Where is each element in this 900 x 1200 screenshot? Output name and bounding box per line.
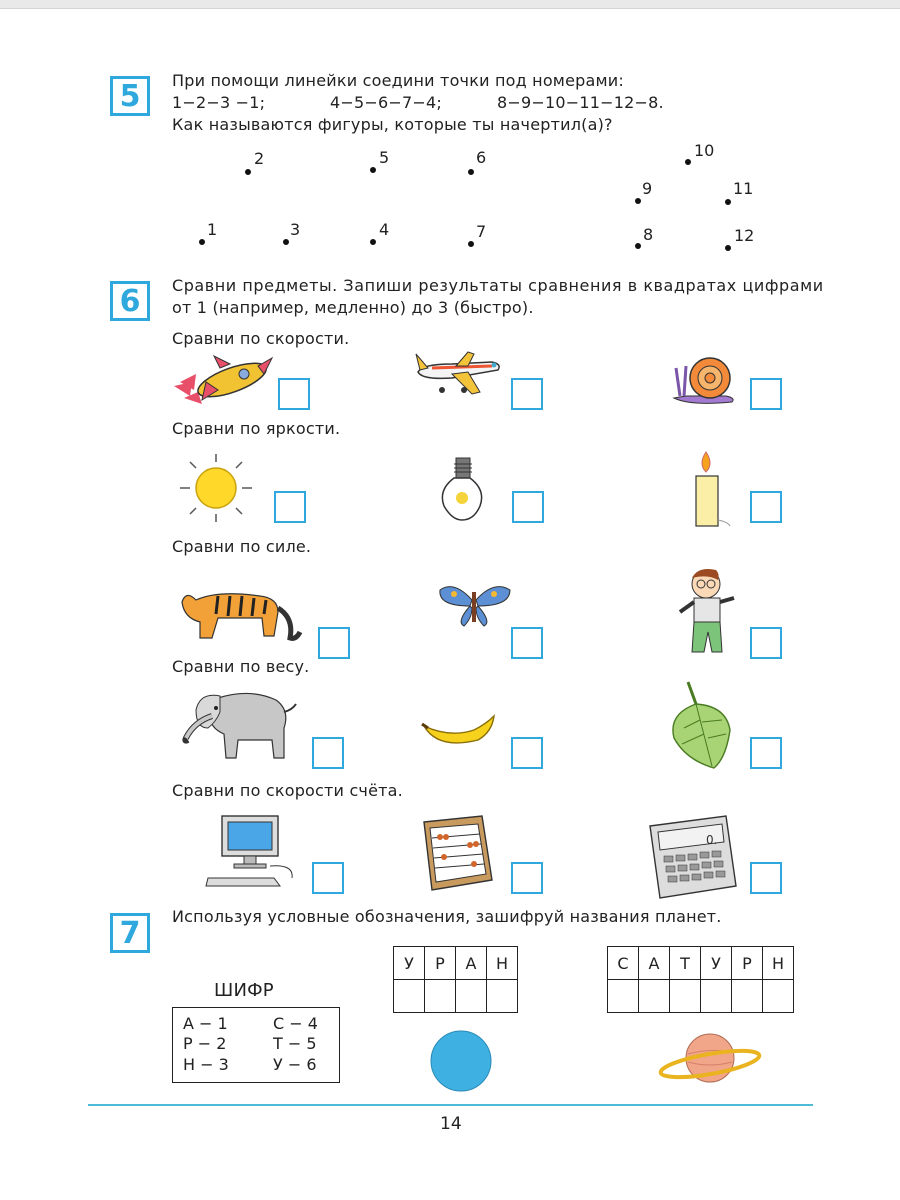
- cipher-s: С − 4: [273, 1014, 318, 1033]
- dot-label-3: 3: [290, 220, 301, 239]
- dot-3[interactable]: [283, 239, 289, 245]
- task-5-sequence-1: 1−2−3 −1;: [172, 93, 266, 112]
- row-counting-speed-label: Сравни по скорости счёта.: [172, 781, 403, 800]
- saturn-code-cell[interactable]: [670, 980, 701, 1013]
- computer-icon: [204, 812, 298, 888]
- rocket-icon: [172, 352, 274, 408]
- cipher-n: Н − 3: [183, 1055, 229, 1074]
- saturn-planet-icon: [658, 1028, 762, 1090]
- butterfly-icon: [434, 578, 514, 628]
- answer-box-rocket[interactable]: [278, 378, 310, 410]
- task-5-number: 5: [110, 76, 150, 116]
- calculator-icon: [646, 814, 738, 900]
- saturn-code-cell[interactable]: [732, 980, 763, 1013]
- saturn-code-cell[interactable]: [763, 980, 794, 1013]
- answer-box-snail[interactable]: [750, 378, 782, 410]
- uranus-grid: [393, 946, 518, 1013]
- dot-1[interactable]: [199, 239, 205, 245]
- uranus-planet-icon: [426, 1030, 496, 1092]
- dot-label-7: 7: [476, 222, 487, 241]
- leaf-icon: [666, 680, 736, 770]
- row-speed-label: Сравни по скорости.: [172, 329, 350, 348]
- task-7-instruction: Используя условные обозначения, зашифруй названия планет.: [172, 907, 722, 926]
- page-number: 14: [440, 1114, 462, 1134]
- dot-9[interactable]: [635, 198, 641, 204]
- saturn-letter: А: [639, 947, 670, 980]
- cipher-u: У − 6: [273, 1055, 317, 1074]
- uranus-letter: У: [394, 947, 425, 980]
- uranus-code-cell[interactable]: [394, 980, 425, 1013]
- task-5-sequence-2: 4−5−6−7−4;: [330, 93, 442, 112]
- tiger-icon: [178, 578, 304, 642]
- cipher-title: ШИФР: [214, 980, 274, 1001]
- uranus-letter: Р: [425, 947, 456, 980]
- dot-label-11: 11: [733, 179, 754, 198]
- saturn-letter: Н: [763, 947, 794, 980]
- answer-box-banana[interactable]: [511, 737, 543, 769]
- answer-box-elephant[interactable]: [312, 737, 344, 769]
- uranus-code-cell[interactable]: [456, 980, 487, 1013]
- cipher-a: А − 1: [183, 1014, 228, 1033]
- task-6-number: 6: [110, 281, 150, 321]
- saturn-letter: Р: [732, 947, 763, 980]
- uranus-letter: А: [456, 947, 487, 980]
- elephant-icon: [180, 682, 302, 764]
- answer-box-light-bulb[interactable]: [512, 491, 544, 523]
- answer-box-calculator[interactable]: [750, 862, 782, 894]
- cipher-table: [172, 1007, 340, 1083]
- answer-box-boy[interactable]: [750, 627, 782, 659]
- dot-6[interactable]: [468, 169, 474, 175]
- dot-12[interactable]: [725, 245, 731, 251]
- dot-label-10: 10: [694, 141, 715, 160]
- dot-10[interactable]: [685, 159, 691, 165]
- uranus-letter: Н: [487, 947, 518, 980]
- answer-box-candle[interactable]: [750, 491, 782, 523]
- snail-icon: [670, 352, 740, 410]
- banana-icon: [420, 710, 496, 754]
- dot-7[interactable]: [468, 241, 474, 247]
- dot-label-5: 5: [379, 148, 390, 167]
- light-bulb-icon: [432, 456, 492, 522]
- dot-label-9: 9: [642, 179, 653, 198]
- task-5-sequence-3: 8−9−10−11−12−8.: [497, 93, 664, 112]
- saturn-code-cell[interactable]: [608, 980, 639, 1013]
- sun-icon: [176, 452, 256, 522]
- saturn-code-cell[interactable]: [701, 980, 732, 1013]
- cipher-t: Т − 5: [273, 1034, 317, 1053]
- answer-box-tiger[interactable]: [318, 627, 350, 659]
- dot-2[interactable]: [245, 169, 251, 175]
- dot-11[interactable]: [725, 199, 731, 205]
- calculator-display: 0.: [706, 833, 718, 847]
- abacus-icon: [414, 814, 498, 896]
- dot-label-12: 12: [734, 226, 755, 245]
- dot-label-4: 4: [379, 220, 390, 239]
- saturn-letter: У: [701, 947, 732, 980]
- saturn-grid: [607, 946, 794, 1013]
- row-brightness-label: Сравни по яркости.: [172, 419, 341, 438]
- task-7-number: 7: [110, 913, 150, 953]
- dot-5[interactable]: [370, 167, 376, 173]
- page-top-edge: [0, 0, 900, 9]
- boy-icon: [668, 562, 748, 658]
- cipher-r: Р − 2: [183, 1034, 227, 1053]
- task-6-instruction-line-1: Сравни предметы. Запиши результаты сравнения в квадратах цифрами: [172, 276, 824, 295]
- footer-rule: [88, 1104, 813, 1106]
- saturn-letter: Т: [670, 947, 701, 980]
- answer-box-computer[interactable]: [312, 862, 344, 894]
- task-5-question: Как называются фигуры, которые ты начертил(а)?: [172, 115, 613, 134]
- task-5-instruction: При помощи линейки соедини точки под номерами:: [172, 71, 624, 90]
- answer-box-leaf[interactable]: [750, 737, 782, 769]
- saturn-code-cell[interactable]: [639, 980, 670, 1013]
- dot-label-8: 8: [643, 225, 654, 244]
- row-strength-label: Сравни по силе.: [172, 537, 312, 556]
- row-weight-label: Сравни по весу.: [172, 657, 310, 676]
- task-6-instruction-line-2: от 1 (например, медленно) до 3 (быстро).: [172, 298, 534, 317]
- saturn-letter: С: [608, 947, 639, 980]
- answer-box-abacus[interactable]: [511, 862, 543, 894]
- answer-box-sun[interactable]: [274, 491, 306, 523]
- dot-label-6: 6: [476, 148, 487, 167]
- airplane-icon: [412, 346, 504, 400]
- dot-label-2: 2: [254, 149, 265, 168]
- candle-icon: [684, 450, 734, 530]
- dot-8[interactable]: [635, 243, 641, 249]
- answer-box-airplane[interactable]: [511, 378, 543, 410]
- answer-box-butterfly[interactable]: [511, 627, 543, 659]
- dot-label-1: 1: [207, 220, 218, 239]
- uranus-code-cell[interactable]: [487, 980, 518, 1013]
- uranus-code-cell[interactable]: [425, 980, 456, 1013]
- dot-4[interactable]: [370, 239, 376, 245]
